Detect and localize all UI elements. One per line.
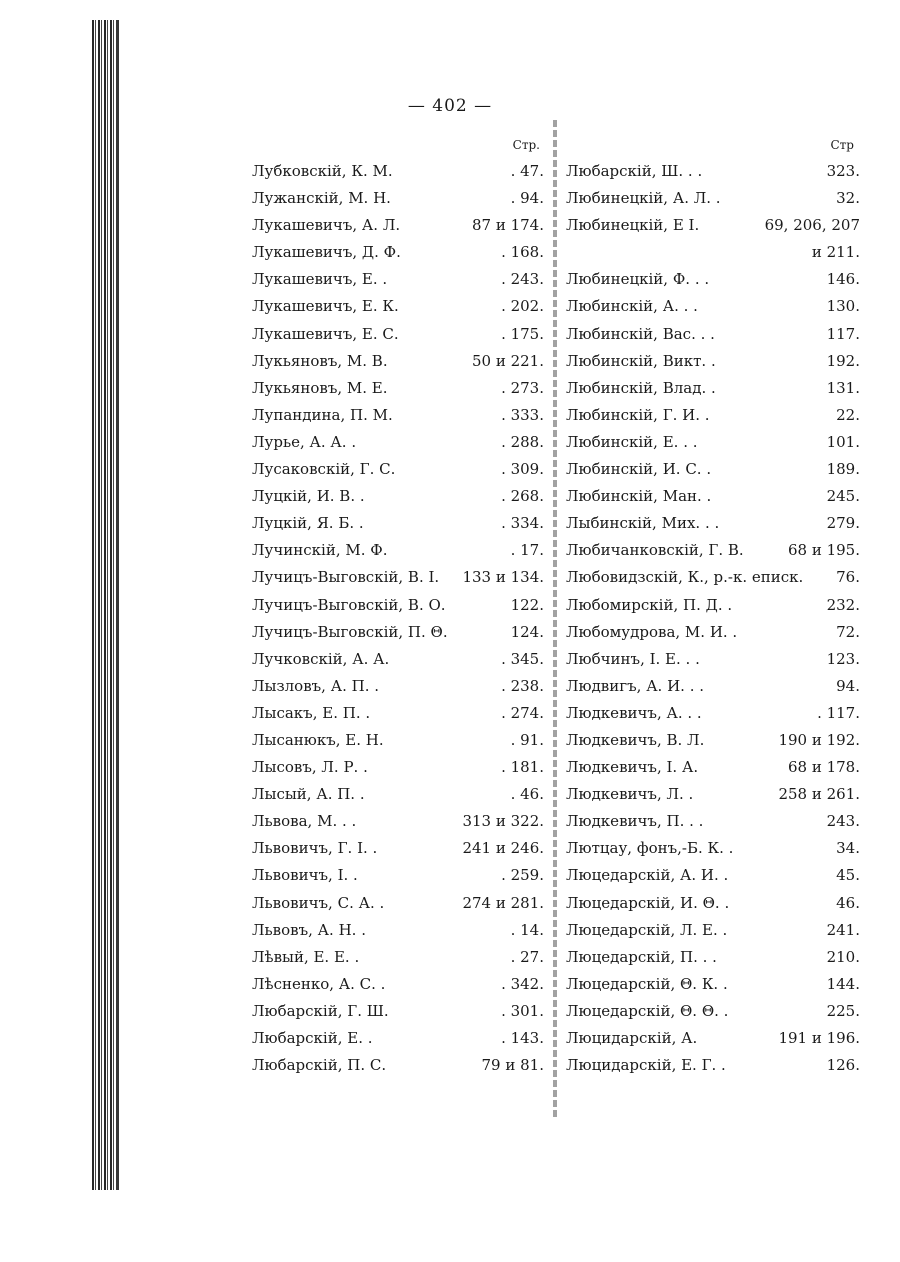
entry-pages: 22. [836,405,860,424]
entry-pages: 94. [836,676,860,695]
entry-pages: 131. [826,378,860,397]
entry-name: Людкевичъ, В. Л. [566,730,705,749]
entry-pages: 34. [836,839,860,858]
entry-name: Любинскій, Г. И. . [566,405,710,424]
entry-name: Лысовъ, Л. Р. . [252,758,368,777]
entry-pages: 130. [826,297,860,316]
entry-name: Любинецкій, А. Л. . [566,189,721,208]
index-entry [566,727,860,754]
entry-pages: 133 и 134. [462,568,544,587]
entry-pages: . 94. [510,189,544,208]
index-entry [252,510,544,537]
index-entry [252,944,544,971]
index-entry [566,917,860,944]
entry-pages: . 46. [510,785,544,804]
entry-name: Лютцау, фонъ,-Б. К. . [566,839,734,858]
entry-pages: . 243. [501,270,544,289]
index-entry [252,619,544,646]
entry-name: Луцкій, Я. Б. . [252,514,364,533]
entry-pages: . 334. [501,514,544,533]
entry-pages: 241 и 246. [462,839,544,858]
entry-pages: 68 и 178. [787,758,860,777]
index-entry [566,700,860,727]
index-entry [252,429,544,456]
entry-name: Люцедарскій, Л. Е. . [566,920,728,939]
column-header-pages: Стр. [512,138,540,152]
entry-list [566,158,860,1079]
entry-name: Любинецкій, Ф. . . [566,270,710,289]
index-entry [252,971,544,998]
index-entry [566,619,860,646]
entry-name: Людкевичъ, Л. . [566,785,694,804]
entry-name: Люцедарскій, А. И. . [566,866,729,885]
entry-name: Львовъ, А. Н. . [252,920,366,939]
entry-pages: . 47. [510,162,544,180]
entry-pages: и 211. [811,243,860,262]
index-entry [566,348,860,375]
entry-name: Лыбинскій, Мих. . . [566,514,720,533]
index-entry [566,483,860,510]
index-entry [566,212,860,239]
entry-pages: 45. [836,866,860,885]
entry-pages: . 333. [501,405,544,424]
index-entry [252,402,544,429]
entry-pages: 79 и 81. [481,1056,544,1075]
index-entry [252,564,544,591]
entry-pages: . 14. [510,920,544,939]
entry-name: Лукьяновъ, М. В. [252,351,388,370]
entry-name: Львова, М. . . [252,812,357,831]
index-entry [566,673,860,700]
entry-pages: 76. [836,568,860,587]
entry-pages: . 288. [501,432,544,451]
entry-name: Люцидарскій, Е. Г. . [566,1056,726,1075]
index-entry [252,266,544,293]
entry-name: Любинскій, А. . . [566,297,698,316]
entry-name: Лысанюкъ, Е. Н. [252,730,384,749]
entry-name: Лукашевичъ, Д. Ф. [252,243,401,262]
entry-pages: . 143. [501,1029,544,1047]
entry-pages: 146. [826,270,860,289]
entry-pages: 323. [826,162,860,180]
entry-name: Любарскій, П. С. [252,1056,387,1075]
entry-pages: . 27. [510,947,544,966]
entry-pages: . 309. [501,460,544,479]
entry-name: Лусаковскій, Г. С. [252,460,396,479]
entry-pages: . 238. [501,676,544,695]
entry-pages: . 274. [501,703,544,722]
index-entry [252,1025,544,1052]
index-entry [252,537,544,564]
index-entry [252,212,544,239]
entry-name: Лупандина, П. М. [252,405,393,424]
index-entry [252,781,544,808]
entry-pages: 32. [836,189,860,208]
index-entry [566,835,860,862]
entry-name: Лурье, А. А. . [252,432,357,451]
entry-pages: 101. [826,432,860,451]
index-entry [566,456,860,483]
entry-name: Любинскій, Викт. . [566,351,716,370]
entry-name: Любичанковскій, Г. В. [566,541,744,560]
index-entry [566,971,860,998]
entry-pages: . 91. [510,730,544,749]
entry-name: Львовичъ, Г. І. . [252,839,378,858]
entry-pages: 191 и 196. [778,1029,860,1047]
entry-pages: . 259. [501,866,544,885]
entry-name: Лучицъ-Выговскій, П. Θ. [252,622,448,641]
entry-name: Любинецкій, Е І. [566,216,700,235]
entry-name: Любинскій, Е. . . [566,432,698,451]
entry-pages: . 168. [501,243,544,262]
index-entry [252,862,544,889]
index-entry [566,429,860,456]
index-entry [252,321,544,348]
entry-pages: 124. [510,622,544,641]
entry-name: Любинскій, Вас. . . [566,324,715,343]
entry-pages: . 175. [501,324,544,343]
entry-name: Любарскій, Г. Ш. [252,1001,389,1020]
entry-pages: 192. [826,351,860,370]
index-entry [252,917,544,944]
entry-name: Людкевичъ, А. . . [566,703,702,722]
index-entry [252,673,544,700]
entry-name: Люцедарскій, И. Θ. . [566,893,730,912]
index-entry [566,293,860,320]
entry-pages: 210. [826,947,860,966]
entry-name: Лучицъ-Выговскій, В. І. [252,568,440,587]
index-entry [566,1025,860,1052]
index-entry [252,185,544,212]
entry-name: Любомудрова, М. И. . [566,622,738,641]
entry-pages: 72. [836,622,860,641]
entry-name: Людкевичъ, П. . . [566,812,704,831]
entry-pages: 126. [826,1056,860,1075]
entry-name: Лучинскій, М. Ф. [252,541,388,560]
entry-pages: . 117. [817,703,860,722]
index-entry [566,754,860,781]
index-entry [566,646,860,673]
index-entry [566,510,860,537]
entry-name: Любарскій, Ш. . . [566,162,703,180]
page-number: — 402 — [407,96,493,116]
index-entry [566,592,860,619]
index-entry [566,862,860,889]
index-entry [252,375,544,402]
index-entry [252,754,544,781]
index-entry [566,158,860,185]
entry-name: Лубковскій, К. М. [252,162,393,180]
entry-pages: 46. [836,893,860,912]
index-entry [252,348,544,375]
book-binding-edge [92,20,116,1190]
entry-name: Львовичъ, С. А. . [252,893,385,912]
index-entry [252,293,544,320]
entry-name: Лучицъ-Выговскій, В. О. [252,595,446,614]
entry-pages: . 342. [501,974,544,993]
entry-name: Львовичъ, І. . [252,866,358,885]
entry-pages: . 345. [501,649,544,668]
index-entry [252,158,544,185]
entry-name: Лукашевичъ, Е. К. [252,297,399,316]
entry-name: Лысый, А. П. . [252,785,365,804]
entry-name: Люцидарскій, А. [566,1029,698,1047]
index-entry [566,890,860,917]
index-entry [566,1052,860,1079]
index-entry [566,266,860,293]
entry-name: Лысакъ, Е. П. . [252,703,371,722]
index-entry [566,781,860,808]
entry-name: Лѣвый, Е. Е. . [252,947,360,966]
entry-pages: . 273. [501,378,544,397]
entry-name: Лужанскій, М. Н. [252,189,391,208]
entry-pages: 122. [510,595,544,614]
entry-name: Любинскій, Ман. . [566,487,712,506]
entry-pages: 245. [826,487,860,506]
entry-pages: 144. [826,974,860,993]
entry-pages: . 268. [501,487,544,506]
entry-pages: 232. [826,595,860,614]
entry-name: Лукашевичъ, Е. . [252,270,388,289]
entry-name: Лызловъ, А. П. . [252,676,380,695]
entry-list [252,158,544,1079]
index-entry [566,239,860,266]
entry-name: Люцедарскій, П. . . [566,947,717,966]
entry-name: Любомирскій, П. Д. . [566,595,733,614]
entry-pages: 117. [826,324,860,343]
entry-pages: 87 и 174. [471,216,544,235]
entry-pages: 243. [826,812,860,831]
entry-name: Любчинъ, І. Е. . . [566,649,700,668]
index-entry [252,727,544,754]
index-entry [252,646,544,673]
entry-pages: 69, 206, 207 [764,216,860,235]
entry-name: Любинскій, И. С. . [566,460,712,479]
entry-name: Лучковскій, А. А. [252,649,390,668]
entry-name: Лукашевичъ, Е. С. [252,324,399,343]
index-column-right [566,138,860,1079]
entry-pages: . 301. [501,1001,544,1020]
entry-name: Любовидзскій, К., р.-к. еписк. [566,568,804,587]
entry-name: Любинскій, Влад. . [566,378,716,397]
index-entry [566,402,860,429]
index-entry [566,321,860,348]
index-entry [566,185,860,212]
entry-pages: . 17. [510,541,544,560]
entry-name: Лукьяновъ, М. Е. [252,378,388,397]
index-entry [566,998,860,1025]
index-entry [252,239,544,266]
index-entry [566,808,860,835]
index-entry [252,700,544,727]
entry-pages: 190 и 192. [778,730,860,749]
index-entry [252,808,544,835]
entry-name: Лѣсненко, А. С. . [252,974,386,993]
entry-name: Лукашевичъ, А. Л. [252,216,401,235]
index-entry [252,1052,544,1079]
index-entry [566,537,860,564]
column-header-pages: Стр [830,138,854,152]
entry-pages: 258 и 261. [778,785,860,804]
entry-pages: 189. [826,460,860,479]
entry-pages: 274 и 281. [462,893,544,912]
index-entry [252,456,544,483]
entry-pages: 68 и 195. [787,541,860,560]
entry-pages: 313 и 322. [462,812,544,831]
index-column-left [252,138,544,1079]
entry-pages: 225. [826,1001,860,1020]
column-divider [553,120,557,1120]
index-entry [252,592,544,619]
index-entry [566,944,860,971]
entry-name: Любарскій, Е. . [252,1029,373,1047]
index-entry [252,890,544,917]
index-entry [252,835,544,862]
entry-name: Людкевичъ, І. А. [566,758,699,777]
entry-pages: . 202. [501,297,544,316]
index-entry [252,483,544,510]
index-entry [566,564,860,591]
entry-name: Люцедарскій, Θ. Θ. . [566,1001,729,1020]
entry-pages: 50 и 221. [471,351,544,370]
entry-pages: 279. [826,514,860,533]
entry-name: Люцедарскій, Θ. К. . [566,974,728,993]
entry-pages: 123. [826,649,860,668]
index-entry [566,375,860,402]
entry-pages: . 181. [501,758,544,777]
entry-pages: 241. [826,920,860,939]
entry-name: Луцкій, И. В. . [252,487,365,506]
entry-name: Людвигъ, А. И. . . [566,676,705,695]
index-entry [252,998,544,1025]
